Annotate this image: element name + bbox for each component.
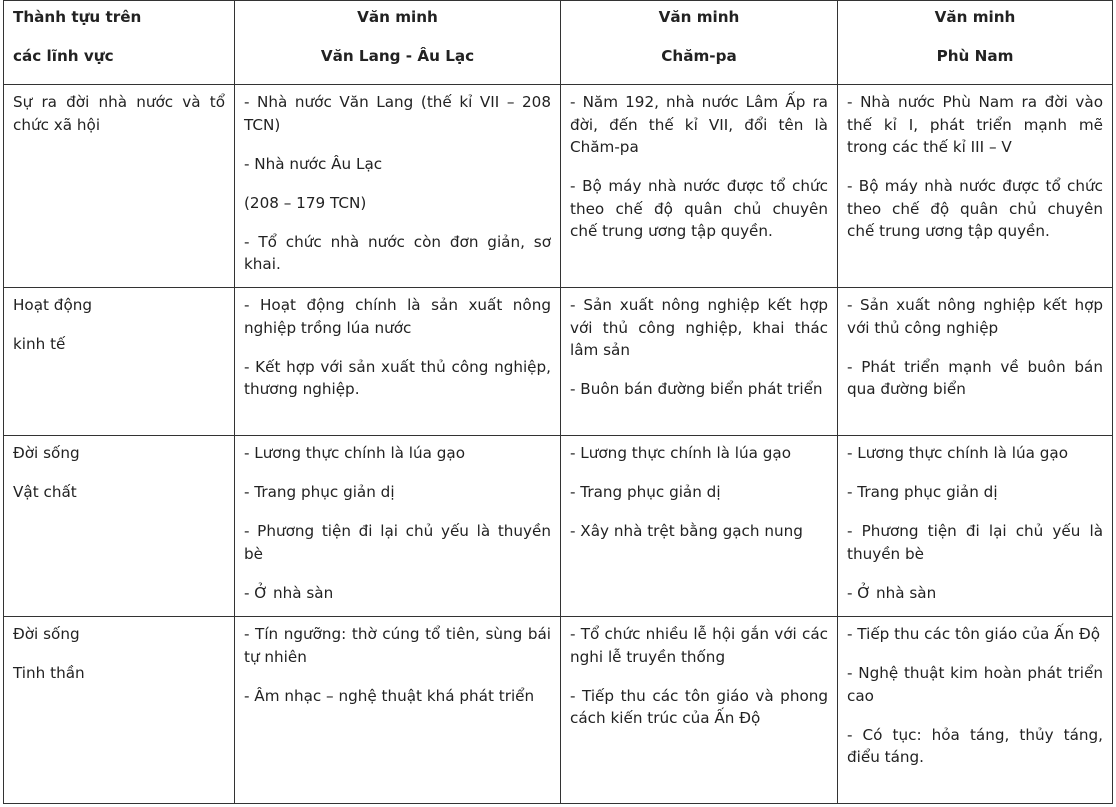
header-cham-pa: Văn minh Chăm-pa [561,1,838,85]
header-phu-nam: Văn minh Phù Nam [838,1,1113,85]
civilization-comparison-table [3,0,1113,804]
row-spiritual-life [4,617,1113,804]
cell-cham-pa: - Lương thực chính là lúa gạo - Trang phục giản dị - Xây nhà trệt bằng gạch nung [561,436,838,617]
cell-van-lang: - Hoạt động chính là sản xuất nông nghiệp trồng lúa nước - Kết hợp với sản xuất thủ công nghiệp, thương nghiệp. [235,288,561,436]
header-row [4,1,1113,85]
row-material-life [4,436,1113,617]
header-achievement-fields: Thành tựu trên các lĩnh vực [4,1,235,85]
cell-cham-pa: - Tổ chức nhiều lễ hội gắn với các nghi lễ truyền thống - Tiếp thu các tôn giáo và phong cách kiến trúc của Ấn Độ [561,617,838,804]
row-economy [4,288,1113,436]
cell-van-lang: - Lương thực chính là lúa gạo - Trang phục giản dị - Phương tiện đi lại chủ yếu là thuyền bè - Ở nhà sàn [235,436,561,617]
row-label: Đời sống Vật chất [4,436,235,617]
row-label: Hoạt động kinh tế [4,288,235,436]
row-label: Đời sống Tinh thần [4,617,235,804]
cell-cham-pa: - Năm 192, nhà nước Lâm Ấp ra đời, đến thế kỉ VII, đổi tên là Chăm-pa - Bộ máy nhà nước được tổ chức theo chế độ quân chủ chuyên chế trung ương tập quyền. [561,85,838,288]
header-van-lang-au-lac: Văn minh Văn Lang - Âu Lạc [235,1,561,85]
cell-phu-nam: - Tiếp thu các tôn giáo của Ấn Độ - Nghệ thuật kim hoàn phát triển cao - Có tục: hỏa táng, thủy táng, điểu táng. [838,617,1113,804]
row-label: Sự ra đời nhà nước và tổ chức xã hội [4,85,235,288]
cell-phu-nam: - Nhà nước Phù Nam ra đời vào thế kỉ I, phát triển mạnh mẽ trong các thế kỉ III – V - Bộ máy nhà nước được tổ chức theo chế độ quân chủ chuyên chế trung ương tập quyền. [838,85,1113,288]
cell-van-lang: - Nhà nước Văn Lang (thế kỉ VII – 208 TCN) - Nhà nước Âu Lạc (208 – 179 TCN) - Tổ chức nhà nước còn đơn giản, sơ khai. [235,85,561,288]
cell-phu-nam: - Sản xuất nông nghiệp kết hợp với thủ công nghiệp - Phát triển mạnh về buôn bán qua đường biển [838,288,1113,436]
cell-cham-pa: - Sản xuất nông nghiệp kết hợp với thủ công nghiệp, khai thác lâm sản - Buôn bán đường biển phát triển [561,288,838,436]
cell-van-lang: - Tín ngưỡng: thờ cúng tổ tiên, sùng bái tự nhiên - Âm nhạc – nghệ thuật khá phát triển [235,617,561,804]
row-state-and-society [4,85,1113,288]
cell-phu-nam: - Lương thực chính là lúa gạo - Trang phục giản dị - Phương tiện đi lại chủ yếu là thuyền bè - Ở nhà sàn [838,436,1113,617]
